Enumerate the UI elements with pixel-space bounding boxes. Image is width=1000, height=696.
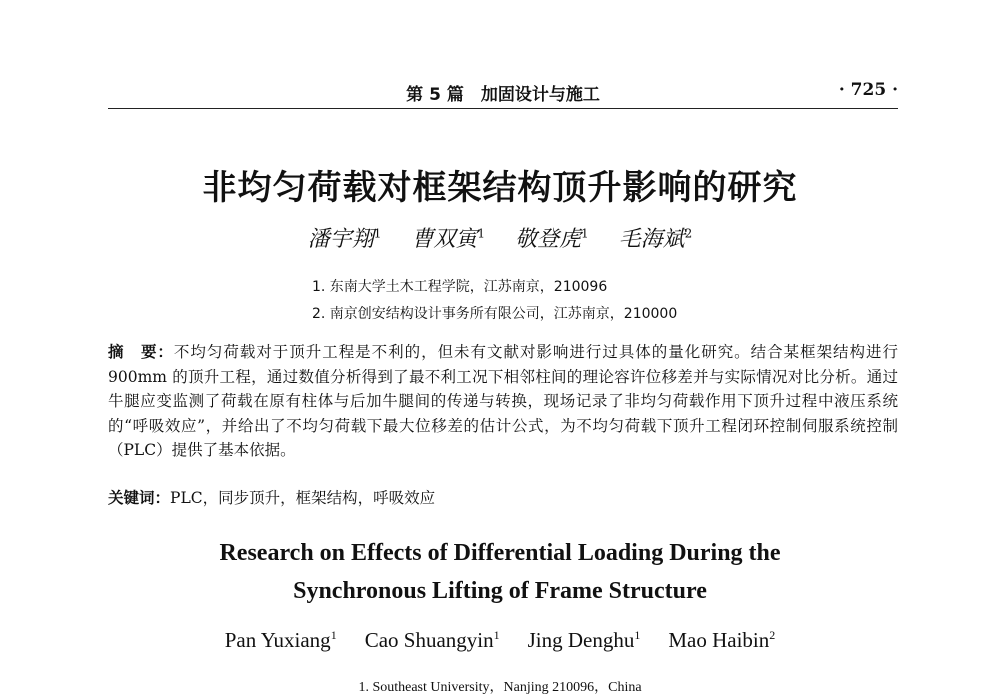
abstract-text: 不均匀荷载对于顶升工程是不利的，但未有文献对影响进行过具体的量化研究。结合某框架结构进行900mm 的顶升工程，通过数值分析得到了最不利工况下相邻柱间的理论容许位移差并与实际情况对比分析。通过牛腿应变监测了荷载在原有柱体与后加牛腿间的传递与转换，现场记录了非均匀荷载作用下顶升过程中液压系统的“呼吸效应”，并给出了不均匀荷载下最大位移差的估计公式，为不均匀荷载下顶升工程闭环控制伺服系统控制（PLC）提供了基本依据。 bbox=[108, 343, 898, 459]
abstract bbox=[108, 340, 898, 463]
author-cn: 敬登虎$^1$ bbox=[515, 226, 589, 252]
running-header bbox=[108, 80, 898, 104]
keywords-text: PLC，同步顶升，框架结构，呼吸效应 bbox=[170, 489, 436, 507]
header-divider bbox=[108, 108, 898, 109]
author-list-en bbox=[150, 628, 850, 653]
abstract-label: 摘 要： bbox=[108, 343, 174, 361]
author-cn: 曹双寅$^1$ bbox=[411, 226, 485, 252]
author-list-cn bbox=[260, 222, 740, 253]
paper-title-en-line2: Synchronous Lifting of Frame Structure bbox=[293, 578, 707, 604]
author-en: Cao Shuangyin$^1$ bbox=[364, 628, 500, 652]
affiliation-cn-2: 2. 南京创安结构设计事务所有限公司，江苏南京，210000 bbox=[312, 306, 678, 322]
author-en: Mao Haibin$^2$ bbox=[668, 628, 776, 652]
affiliation-en-1: 1. Southeast University，Nanjing 210096，China bbox=[358, 680, 642, 695]
author-en: Pan Yuxiang$^1$ bbox=[224, 628, 337, 652]
page-number: · 725 · bbox=[838, 80, 898, 100]
paper-title-en-line1: Research on Effects of Differential Loading During the bbox=[219, 540, 781, 566]
keywords-label: 关键词： bbox=[108, 489, 171, 507]
author-cn: 潘宇翔$^1$ bbox=[307, 226, 382, 252]
section-title: 第 5 篇 加固设计与施工 bbox=[406, 85, 600, 105]
author-cn: 毛海斌$^2$ bbox=[618, 226, 693, 252]
keywords bbox=[108, 486, 898, 508]
author-en: Jing Denghu$^1$ bbox=[527, 628, 641, 652]
affiliation-cn-1: 1. 东南大学土木工程学院，江苏南京，210096 bbox=[312, 279, 608, 295]
paper-title-cn: 非均匀荷载对框架结构顶升影响的研究 bbox=[202, 168, 798, 208]
